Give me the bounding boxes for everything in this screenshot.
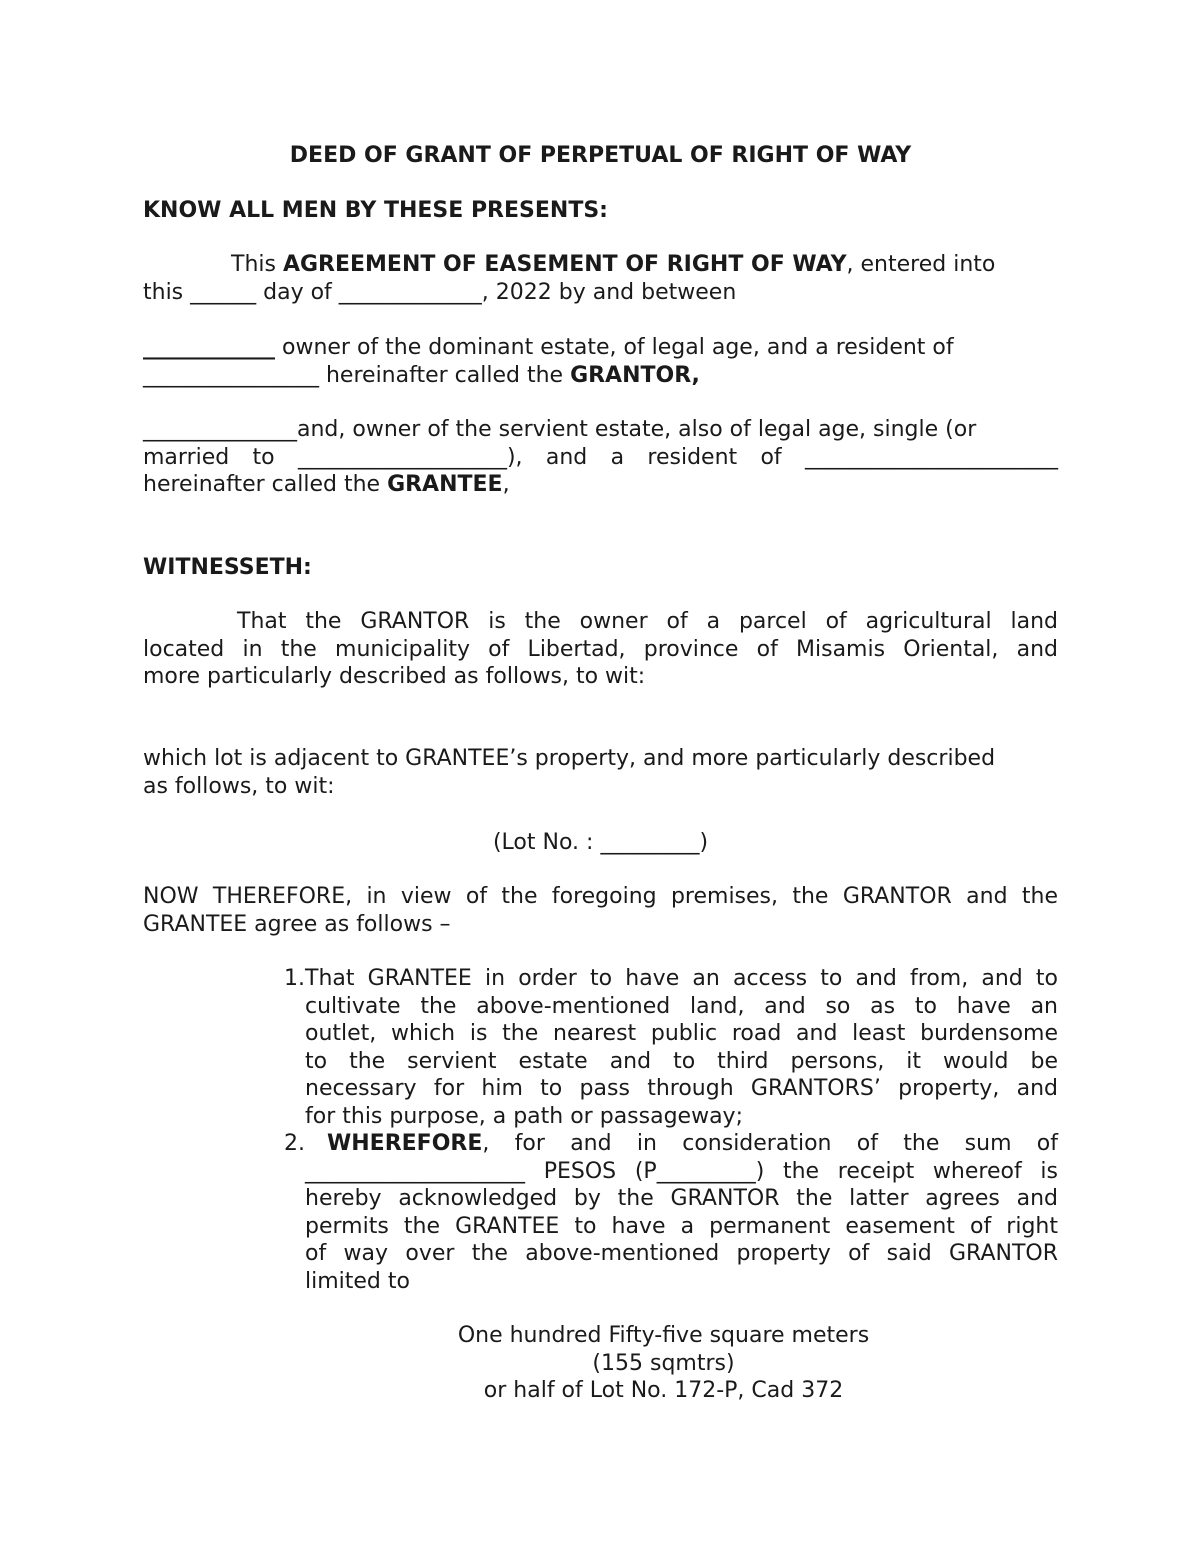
grantee-line-1: ______________and, owner of the servient estate, also of legal age, single (or: [143, 417, 977, 442]
lot-number-blank: _________: [600, 830, 700, 855]
area-line-1: One hundred Fifty-five square meters: [457, 1323, 870, 1348]
list-1-line-5: necessary for him to pass through GRANTORS’ property, and: [305, 1076, 1058, 1101]
intro-paragraph: [143, 251, 1058, 306]
list-1-line-2: cultivate the above-mentioned land, and so as to have an: [305, 993, 1058, 1019]
grantor-paragraph: [143, 334, 1058, 389]
list-2-line-5: of way over the above-mentioned property of said GRANTOR: [305, 1241, 1058, 1266]
area-block: [269, 1322, 1058, 1405]
list-1-line-1: That GRANTEE in order to have an access to and from, and to: [305, 966, 1058, 991]
grantor-residence-blank: ________________: [143, 362, 319, 388]
lot-number-line: (Lot No. : _________): [492, 830, 709, 855]
day-blank: ______: [190, 279, 257, 305]
area-line-3: or half of Lot No. 172-P, Cad 372: [483, 1378, 844, 1403]
adjacent-paragraph: [143, 745, 1058, 800]
grantee-line-2: married to ___________________), and a resident of _______________________: [143, 444, 1058, 470]
list-number: 2.: [284, 1131, 305, 1156]
now-therefore-paragraph: [143, 883, 1058, 938]
witnesseth-heading: WITNESSETH:: [143, 555, 312, 580]
list-2-line-6: limited to: [305, 1268, 410, 1294]
now-therefore-line-2: GRANTEE agree as follows –: [143, 911, 451, 937]
list-item-2: [269, 1130, 1058, 1295]
adjacent-line-1: which lot is adjacent to GRANTEE’s property, and more particularly described: [143, 746, 996, 771]
list-1-line-3: outlet, which is the nearest public road and least burdensome: [305, 1021, 1058, 1046]
grantor-land-paragraph: [143, 608, 1058, 691]
list-1-line-6: for this purpose, a path or passageway;: [305, 1103, 743, 1129]
area-line-2: (155 sqmtrs): [592, 1350, 735, 1376]
grantee-residence-blank: _______________________: [805, 444, 1058, 470]
list-number: 1.: [284, 966, 305, 991]
grantor-line-2: ________________ hereinafter called the GRANTOR,: [143, 362, 700, 388]
list-item-1: [269, 965, 1058, 1130]
amount-figure-blank: _________: [656, 1158, 756, 1184]
intro-line-2: this ______ day of _____________, 2022 by and between: [143, 279, 737, 305]
list-1-line-4: to the servient estate and to third persons, it would be: [305, 1048, 1058, 1074]
land-line-3: more particularly described as follows, to wit:: [143, 664, 646, 689]
intro-line-1: This AGREEMENT OF EASEMENT OF RIGHT OF WAY, entered into: [231, 252, 996, 277]
document-title: DEED OF GRANT OF PERPETUAL OF RIGHT OF WAY: [289, 143, 912, 168]
adjacent-line-2: as follows, to wit:: [143, 773, 335, 799]
grantee-paragraph: [143, 416, 1058, 499]
grantee-name-blank: ______________: [143, 417, 297, 442]
spouse-blank: ___________________: [297, 444, 507, 470]
list-2-line-4: permits the GRANTEE to have a permanent easement of right: [305, 1213, 1058, 1239]
now-therefore-line-1: NOW THEREFORE, in view of the foregoing premises, the GRANTOR and the: [143, 884, 1058, 909]
grantor-name-blank: ____________: [143, 335, 275, 360]
land-line-1: That the GRANTOR is the owner of a parcel of agricultural land: [237, 609, 1058, 634]
grantee-line-3: hereinafter called the GRANTEE,: [143, 472, 510, 497]
amount-words-blank: ____________________: [305, 1158, 525, 1184]
land-line-2: located in the municipality of Libertad, province of Misamis Oriental, and: [143, 636, 1058, 662]
month-blank: _____________: [338, 279, 482, 305]
list-2-line-2: ____________________ PESOS (P_________) the receipt whereof is: [305, 1158, 1058, 1184]
list-2-line-3: hereby acknowledged by the GRANTOR the latter agrees and: [305, 1186, 1058, 1211]
salutation: KNOW ALL MEN BY THESE PRESENTS:: [143, 198, 608, 223]
list-2-line-1: WHEREFORE, for and in consideration of the sum of: [327, 1131, 1058, 1156]
grantor-line-1: ____________ owner of the dominant estate, of legal age, and a resident of: [143, 335, 954, 360]
